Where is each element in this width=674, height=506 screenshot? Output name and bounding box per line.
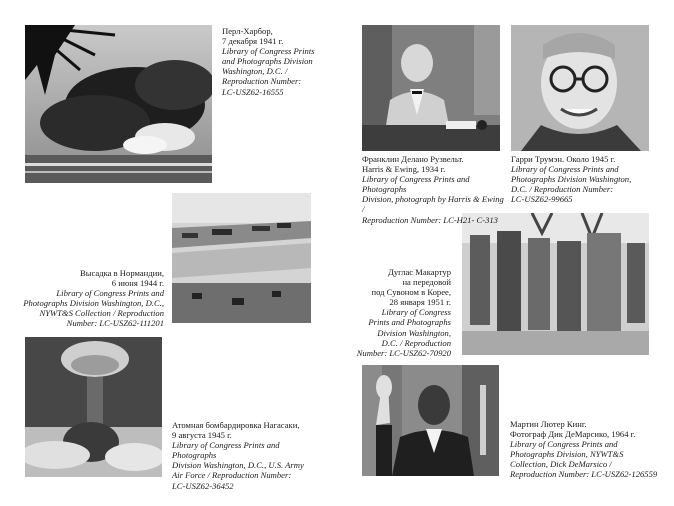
- caption-source-line: Photographs Division Washington, D.C.,: [23, 298, 164, 309]
- caption-source-line: NYWT&S Collection / Reproduction: [39, 308, 164, 319]
- caption-source-line: Photographs Division, NYWT&S: [510, 449, 624, 460]
- photo-pearl-harbor: [25, 25, 212, 183]
- caption-title-line: Высадка в Нормандии,: [79, 268, 164, 278]
- caption-source-line: LC-USZ62-16555: [222, 86, 284, 97]
- caption-normandy: [20, 268, 164, 329]
- caption-title-line: 28 января 1951 г.: [389, 297, 451, 308]
- caption-nagasaki: [172, 420, 322, 491]
- photo-nagasaki: [25, 337, 162, 477]
- caption-title-line: Атомная бомбардировка Нагасаки,: [172, 420, 300, 430]
- caption-source-line: Reproduction Number:: [222, 76, 302, 87]
- caption-title-line: 7 декабря 1941 г.: [222, 36, 284, 47]
- caption-title-line: 9 августа 1945 г.: [172, 430, 232, 441]
- caption-title-line: Франклин Делано Рузвельт.: [362, 154, 464, 164]
- photo-truman: [511, 25, 649, 151]
- caption-source-line: Library of Congress Prints and: [56, 288, 164, 299]
- photo-king: [362, 365, 499, 476]
- caption-source-line: Division, photograph by Harris & Ewing /: [362, 194, 504, 215]
- caption-truman: [511, 154, 661, 204]
- caption-title-line: Мартин Лютер Кинг.: [510, 419, 587, 429]
- caption-source-line: D.C. / Reproduction: [381, 337, 451, 348]
- caption-title-line: под Сувоном в Корее,: [371, 287, 451, 298]
- photo-macarthur: [462, 213, 649, 355]
- caption-title-line: Harris & Ewing, 1934 г.: [362, 164, 446, 175]
- caption-title-line: Гарри Трумэн. Около 1945 г.: [511, 154, 616, 164]
- caption-source-line: Photographs Division Washington,: [511, 174, 632, 185]
- photo-roosevelt: [362, 25, 500, 151]
- caption-source-line: Air Force / Reproduction Number:: [172, 470, 292, 481]
- caption-king: [510, 419, 660, 480]
- caption-title-line: Перл-Харбор,: [222, 26, 273, 36]
- caption-source-line: LC-USZ62-99665: [511, 194, 573, 205]
- caption-source-line: LC-USZ62-36452: [172, 480, 234, 491]
- caption-macarthur: [345, 267, 451, 358]
- caption-source-line: Library of Congress Prints and: [511, 164, 619, 175]
- caption-source-line: Library of Congress Prints: [222, 46, 315, 57]
- caption-roosevelt: [362, 154, 507, 225]
- caption-source-line: Library of Congress Prints and Photographs: [172, 440, 280, 461]
- photo-normandy: [172, 193, 311, 323]
- caption-pearl-harbor: [222, 26, 342, 97]
- caption-source-line: Reproduction Number: LC-H21- C-313: [362, 214, 498, 225]
- caption-source-line: and Photographs Division: [222, 56, 313, 67]
- caption-source-line: Prints and Photographs: [368, 317, 451, 328]
- caption-title-line: 6 июня 1944 г.: [111, 278, 164, 289]
- caption-source-line: Library of Congress Prints and Photographs: [362, 174, 470, 195]
- caption-source-line: Number: LC-USZ62-111201: [66, 318, 164, 329]
- caption-source-line: Division Washington, D.C., U.S. Army: [172, 460, 304, 471]
- caption-source-line: Collection, Dick DeMarsico /: [510, 459, 612, 470]
- caption-source-line: Washington, D.C. /: [222, 66, 288, 77]
- caption-source-line: Library of Congress: [381, 307, 451, 318]
- caption-source-line: Division Washington,: [377, 327, 451, 338]
- caption-source-line: Library of Congress Prints and: [510, 439, 618, 450]
- caption-title-line: Фотограф Дик ДеМарсико, 1964 г.: [510, 429, 636, 440]
- caption-title-line: на передовой: [402, 277, 451, 288]
- caption-source-line: Reproduction Number: LC-USZ62-126559: [510, 469, 658, 480]
- caption-title-line: Дуглас Макартур: [387, 267, 451, 277]
- caption-source-line: D.C. / Reproduction Number:: [511, 184, 614, 195]
- caption-source-line: Number: LC-USZ62-70920: [356, 347, 451, 358]
